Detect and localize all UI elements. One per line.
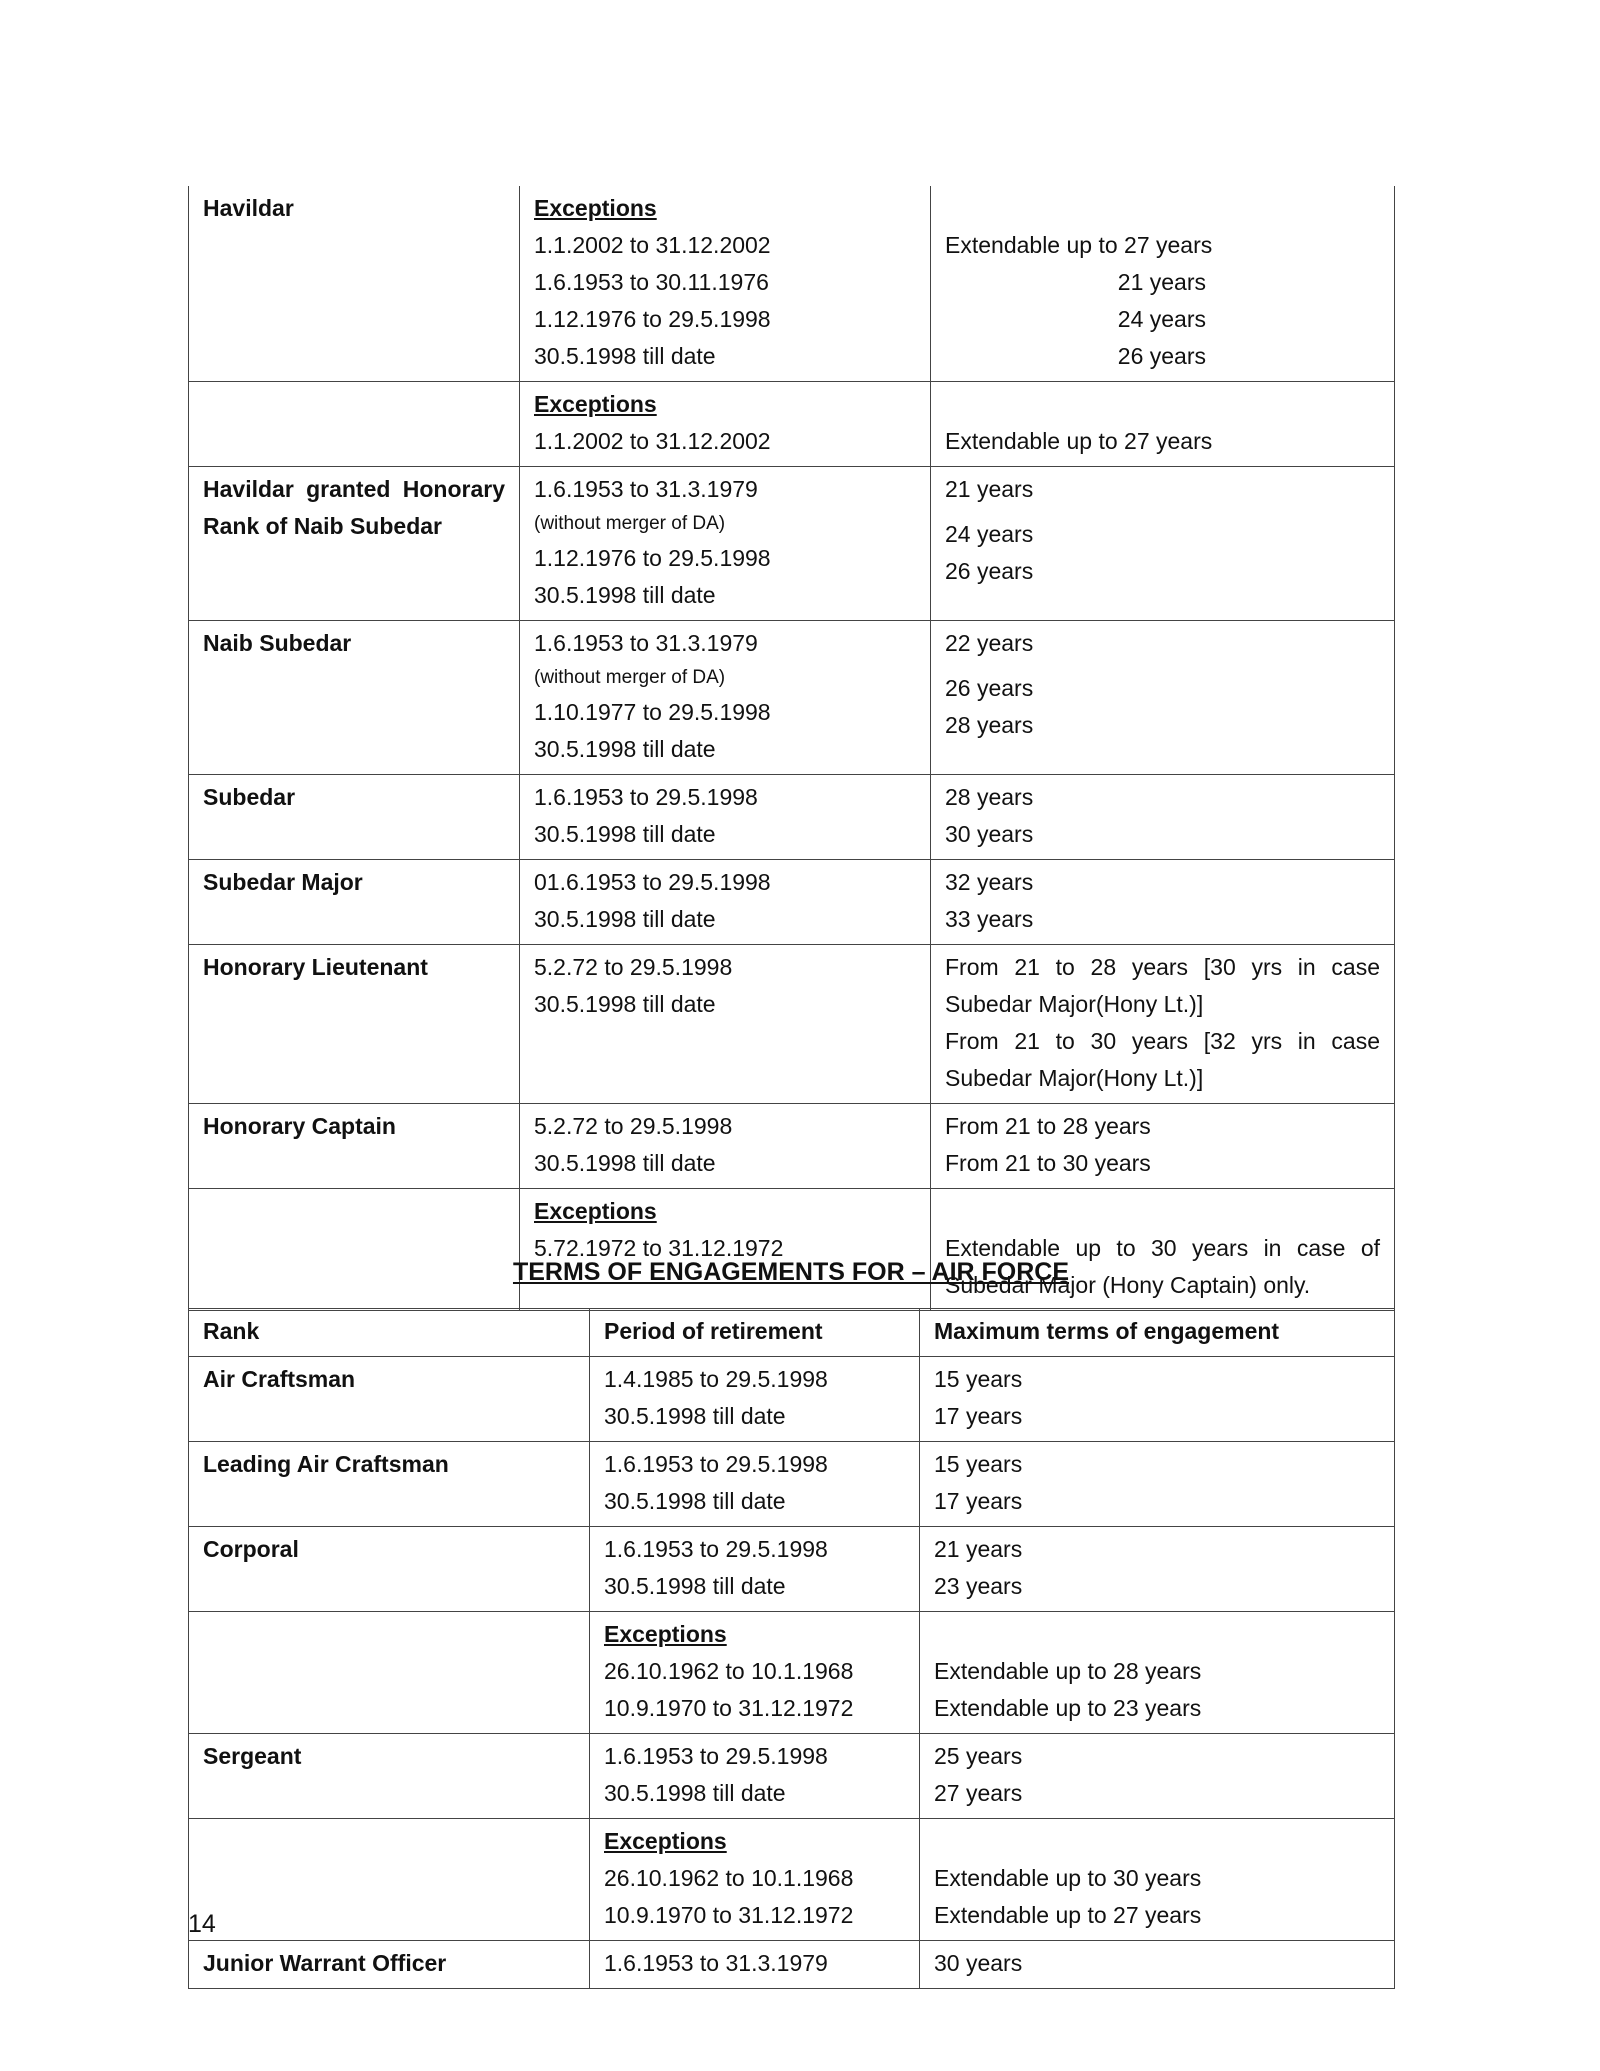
air-force-heading: TERMS OF ENGAGEMENTS FOR – AIR FORCE xyxy=(512,1258,1070,1286)
terms-line: Extendable up to 27 years xyxy=(934,1902,1202,1928)
rank-cell: Sergeant xyxy=(189,1734,590,1819)
period-cell xyxy=(590,1819,920,1941)
table-row xyxy=(189,945,1395,1104)
terms-line: Extendable up to 27 years xyxy=(945,428,1213,454)
rank-cell: Havildar granted Honorary Rank of Naib Subedar xyxy=(189,467,520,621)
terms-line xyxy=(945,190,1380,227)
terms-line: From 21 to 30 years [32 yrs in case Subedar Major(Hony Lt.)] xyxy=(945,1028,1380,1091)
terms-line: 24 years xyxy=(945,521,1034,547)
terms-line: 17 years xyxy=(934,1403,1023,1429)
rank-cell: Naib Subedar xyxy=(189,621,520,775)
period-cell xyxy=(590,1612,920,1734)
period-cell xyxy=(520,1189,931,1311)
period-cell xyxy=(520,1104,931,1189)
rank-cell: Honorary Captain xyxy=(189,1104,520,1189)
rank-cell: Leading Air Craftsman xyxy=(189,1442,590,1527)
terms-line: 26 years xyxy=(945,675,1034,701)
period-line: 30.5.1998 till date xyxy=(534,821,716,847)
period-cell xyxy=(520,860,931,945)
rank-cell: Honorary Lieutenant xyxy=(189,945,520,1104)
header-period: Period of retirement xyxy=(590,1309,920,1357)
terms-line: From 21 to 30 years xyxy=(945,1150,1151,1176)
period-line: 1.6.1953 to 30.11.1976 xyxy=(534,269,769,295)
terms-cell xyxy=(920,1357,1395,1442)
period-line: 26.10.1962 to 10.1.1968 xyxy=(604,1865,854,1891)
rank-cell: Subedar Major xyxy=(189,860,520,945)
period-line: 01.6.1953 to 29.5.1998 xyxy=(534,869,771,895)
period-line: 1.6.1953 to 29.5.1998 xyxy=(604,1451,828,1477)
terms-line: 30 years xyxy=(945,821,1034,847)
terms-line: 17 years xyxy=(934,1488,1023,1514)
terms-line xyxy=(934,1823,1380,1860)
table-row xyxy=(189,1442,1395,1527)
terms-line xyxy=(945,1193,1380,1230)
rank-cell xyxy=(189,382,520,467)
period-line: 30.5.1998 till date xyxy=(604,1780,786,1806)
terms-cell xyxy=(920,1819,1395,1941)
table-row xyxy=(189,775,1395,860)
terms-line xyxy=(945,662,1380,670)
terms-line: 24 years xyxy=(1117,306,1206,332)
table-row xyxy=(189,382,1395,467)
terms-line: From 21 to 28 years xyxy=(945,1113,1151,1139)
rank-cell xyxy=(189,1819,590,1941)
terms-line: 26 years xyxy=(1117,343,1206,369)
terms-cell xyxy=(931,775,1395,860)
terms-line: 21 years xyxy=(945,476,1034,502)
terms-cell xyxy=(920,1734,1395,1819)
rank-cell: Junior Warrant Officer xyxy=(189,1941,590,1989)
rank-cell: Air Craftsman xyxy=(189,1357,590,1442)
table-row xyxy=(189,1819,1395,1941)
header-rank: Rank xyxy=(189,1309,590,1357)
period-line: 30.5.1998 till date xyxy=(534,582,716,608)
period-line: 5.72.1972 to 31.12.1972 xyxy=(534,1235,784,1261)
period-line: 30.5.1998 till date xyxy=(534,991,716,1017)
terms-cell xyxy=(931,467,1395,621)
terms-line: 30 years xyxy=(934,1950,1023,1976)
period-line: 1.10.1977 to 29.5.1998 xyxy=(534,699,771,725)
table-row xyxy=(189,1527,1395,1612)
rank-cell: Havildar xyxy=(189,186,520,382)
period-line: 10.9.1970 to 31.12.1972 xyxy=(604,1902,854,1928)
terms-line: Extendable up to 30 years in case of Subedar Major (Hony Captain) only. xyxy=(945,1235,1380,1298)
period-cell xyxy=(590,1734,920,1819)
period-cell xyxy=(590,1941,920,1989)
table-row xyxy=(189,186,1395,382)
period-line: 1.12.1976 to 29.5.1998 xyxy=(534,545,771,571)
period-line: 1.6.1953 to 29.5.1998 xyxy=(604,1743,828,1769)
period-line: 1.12.1976 to 29.5.1998 xyxy=(534,306,771,332)
rank-cell: Corporal xyxy=(189,1527,590,1612)
period-cell xyxy=(590,1442,920,1527)
table-row xyxy=(189,860,1395,945)
period-line: 1.1.2002 to 31.12.2002 xyxy=(534,428,771,454)
period-note: (without merger of DA) xyxy=(534,513,726,534)
terms-line: Extendable up to 27 years xyxy=(945,232,1213,258)
period-cell xyxy=(520,775,931,860)
period-cell xyxy=(520,186,931,382)
terms-line: 22 years xyxy=(945,630,1034,656)
header-terms: Maximum terms of engagement xyxy=(920,1309,1395,1357)
table-row xyxy=(189,467,1395,621)
period-line: 26.10.1962 to 10.1.1968 xyxy=(604,1658,854,1684)
period-cell xyxy=(520,621,931,775)
terms-line xyxy=(945,386,1380,423)
period-line: 1.6.1953 to 31.3.1979 xyxy=(534,476,758,502)
terms-line: Extendable up to 23 years xyxy=(934,1695,1202,1721)
period-line: 1.1.2002 to 31.12.2002 xyxy=(534,232,771,258)
air-force-terms-table xyxy=(188,1308,1395,1989)
period-line: 5.2.72 to 29.5.1998 xyxy=(534,954,733,980)
period-line: 5.2.72 to 29.5.1998 xyxy=(534,1113,733,1139)
terms-cell xyxy=(920,1612,1395,1734)
period-cell xyxy=(520,382,931,467)
period-cell xyxy=(520,467,931,621)
terms-line: 32 years xyxy=(945,869,1034,895)
table-row xyxy=(189,1612,1395,1734)
terms-line: 21 years xyxy=(934,1536,1023,1562)
terms-line xyxy=(934,1616,1380,1653)
period-line: 1.6.1953 to 31.3.1979 xyxy=(534,630,758,656)
terms-cell xyxy=(931,186,1395,382)
rank-cell xyxy=(189,1612,590,1734)
terms-line: 27 years xyxy=(934,1780,1023,1806)
terms-cell xyxy=(931,621,1395,775)
period-cell xyxy=(520,945,931,1104)
table-row xyxy=(189,1104,1395,1189)
header-row xyxy=(189,1309,1395,1357)
terms-cell xyxy=(931,945,1395,1104)
period-line: 30.5.1998 till date xyxy=(604,1403,786,1429)
period-line: 1.6.1953 to 29.5.1998 xyxy=(604,1536,828,1562)
terms-cell xyxy=(931,382,1395,467)
terms-line: 28 years xyxy=(945,712,1034,738)
table-row xyxy=(189,1734,1395,1819)
exceptions-label: Exceptions xyxy=(604,1621,727,1647)
table-row xyxy=(189,621,1395,775)
terms-line: Extendable up to 28 years xyxy=(934,1658,1202,1684)
table-row xyxy=(189,1357,1395,1442)
terms-line: 21 years xyxy=(1117,269,1206,295)
period-note: (without merger of DA) xyxy=(534,667,726,688)
terms-line: 23 years xyxy=(934,1573,1023,1599)
terms-line: 33 years xyxy=(945,906,1034,932)
terms-line: 25 years xyxy=(934,1743,1023,1769)
terms-cell xyxy=(920,1941,1395,1989)
period-line: 30.5.1998 till date xyxy=(534,736,716,762)
exceptions-label: Exceptions xyxy=(534,1198,657,1224)
terms-cell xyxy=(931,860,1395,945)
exceptions-label: Exceptions xyxy=(534,195,657,221)
page-number: 14 xyxy=(188,1910,216,1938)
period-line: 1.6.1953 to 29.5.1998 xyxy=(534,784,758,810)
period-line: 30.5.1998 till date xyxy=(604,1573,786,1599)
terms-line: 26 years xyxy=(945,558,1034,584)
terms-line: 15 years xyxy=(934,1451,1023,1477)
exceptions-label: Exceptions xyxy=(534,391,657,417)
terms-cell xyxy=(931,1104,1395,1189)
period-line: 30.5.1998 till date xyxy=(534,343,716,369)
terms-line xyxy=(945,508,1380,516)
terms-cell xyxy=(931,1189,1395,1311)
terms-line: 15 years xyxy=(934,1366,1023,1392)
rank-cell xyxy=(189,1189,520,1311)
period-line: 30.5.1998 till date xyxy=(534,1150,716,1176)
rank-cell: Subedar xyxy=(189,775,520,860)
exceptions-label: Exceptions xyxy=(604,1828,727,1854)
table-row xyxy=(189,1189,1395,1311)
terms-line: 28 years xyxy=(945,784,1034,810)
period-line: 1.6.1953 to 31.3.1979 xyxy=(604,1950,828,1976)
terms-line: From 21 to 28 years [30 yrs in case Subedar Major(Hony Lt.)] xyxy=(945,954,1380,1017)
army-terms-table xyxy=(188,186,1395,1311)
period-line: 10.9.1970 to 31.12.1972 xyxy=(604,1695,854,1721)
table-row xyxy=(189,1941,1395,1989)
period-line: 30.5.1998 till date xyxy=(534,906,716,932)
terms-cell xyxy=(920,1527,1395,1612)
period-line: 1.4.1985 to 29.5.1998 xyxy=(604,1366,828,1392)
terms-line: Extendable up to 30 years xyxy=(934,1865,1202,1891)
period-cell xyxy=(590,1357,920,1442)
period-line: 30.5.1998 till date xyxy=(604,1488,786,1514)
terms-cell xyxy=(920,1442,1395,1527)
period-cell xyxy=(590,1527,920,1612)
